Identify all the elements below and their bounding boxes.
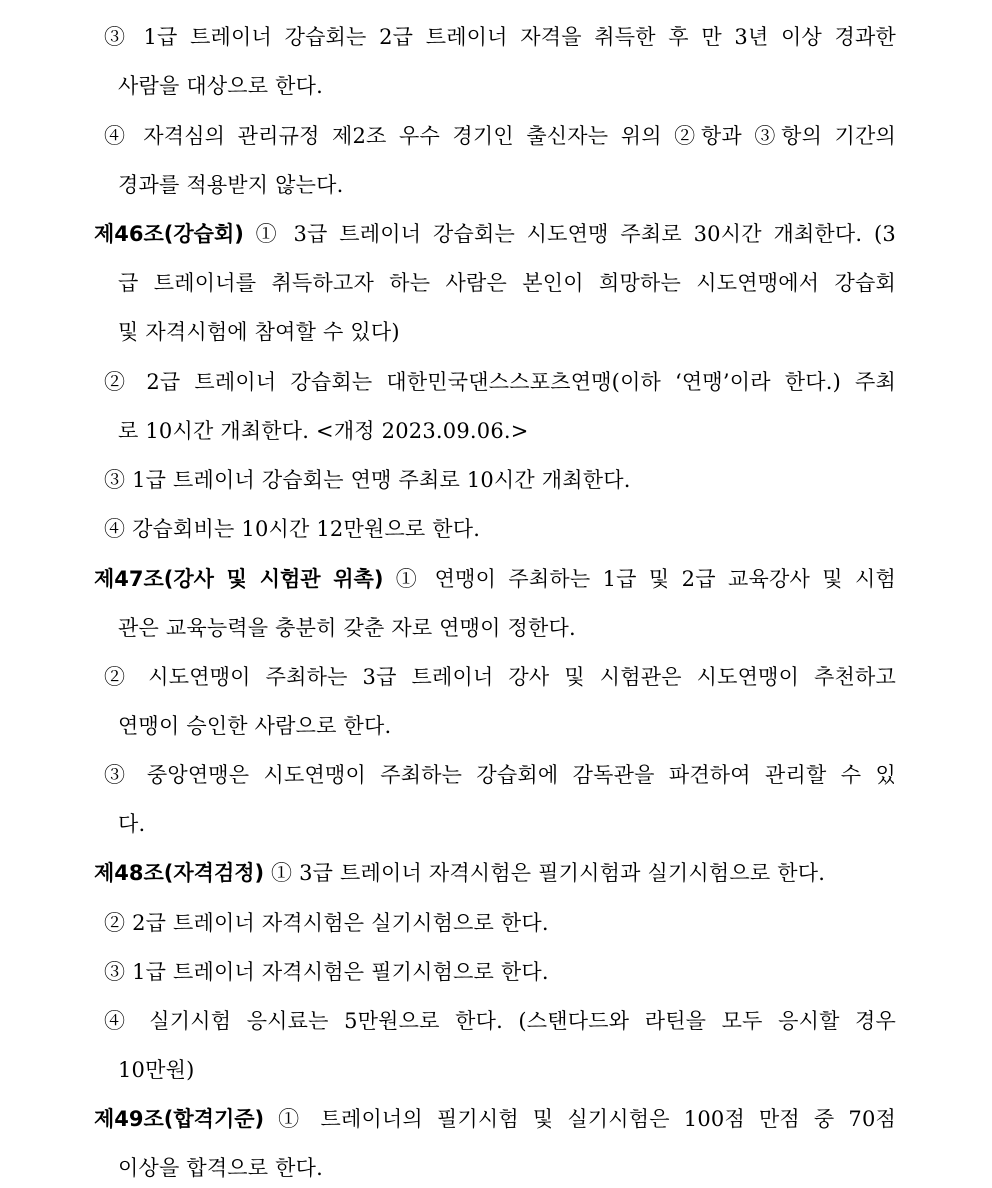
continuation-line: 사람을 대상으로 한다. xyxy=(118,74,323,98)
article-heading-line xyxy=(94,214,896,254)
clause-line: ③ 중앙연맹은 시도연맹이 주최하는 강습회에 감독관을 파견하여 관리할 수 있 xyxy=(104,763,896,787)
article-heading-line xyxy=(94,853,896,893)
continuation-line: 및 자격시험에 참여할 수 있다) xyxy=(118,320,400,344)
article-heading-line xyxy=(94,559,896,599)
continuation-line: 로 10시간 개최한다. <개정 2023.09.06.> xyxy=(118,419,529,443)
continuation-line: 10만원) xyxy=(118,1058,195,1082)
clause-line: ② 시도연맹이 주최하는 3급 트레이너 강사 및 시험관은 시도연맹이 추천하고 xyxy=(104,665,896,689)
article-title: 제48조(자격검정) xyxy=(94,861,265,885)
clause-line: ③ 1급 트레이너 자격시험은 필기시험으로 한다. xyxy=(104,960,549,984)
article-text: ① 트레이너의 필기시험 및 실기시험은 100점 만점 중 70점 xyxy=(264,1107,896,1131)
continuation-line: 이상을 합격으로 한다. xyxy=(118,1156,323,1180)
continuation-line: 급 트레이너를 취득하고자 하는 사람은 본인이 희망하는 시도연맹에서 강습회 xyxy=(118,271,896,295)
clause-line: ④ 자격심의 관리규정 제2조 우수 경기인 출신자는 위의 ②항과 ③항의 기간의 xyxy=(104,124,896,148)
continuation-line: 연맹이 승인한 사람으로 한다. xyxy=(118,714,392,738)
continuation-line: 경과를 적용받지 않는다. xyxy=(118,173,344,197)
clause-line: ③ 1급 트레이너 강습회는 2급 트레이너 자격을 취득한 후 만 3년 이상 경과한 xyxy=(104,25,896,49)
clause-line: ③ 1급 트레이너 강습회는 연맹 주최로 10시간 개최한다. xyxy=(104,468,631,492)
clause-line: ② 2급 트레이너 자격시험은 실기시험으로 한다. xyxy=(104,911,549,935)
clause-line: ② 2급 트레이너 강습회는 대한민국댄스스포츠연맹(이하 ‘연맹’이라 한다.) 주최 xyxy=(104,370,896,394)
article-text: ① 3급 트레이너 강습회는 시도연맹 주최로 30시간 개최한다. (3 xyxy=(243,222,896,246)
clause-line: ④ 강습회비는 10시간 12만원으로 한다. xyxy=(104,517,481,541)
article-text: ① 연맹이 주최하는 1급 및 2급 교육강사 및 시험 xyxy=(383,567,896,591)
article-title: 제46조(강습회) xyxy=(94,222,244,246)
article-text: ① 3급 트레이너 자격시험은 필기시험과 실기시험으로 한다. xyxy=(264,861,826,885)
article-heading-line xyxy=(94,1099,896,1139)
continuation-line: 관은 교육능력을 충분히 갖춘 자로 연맹이 정한다. xyxy=(118,616,576,640)
continuation-line: 다. xyxy=(118,812,146,836)
article-title: 제49조(합격기준) xyxy=(94,1107,265,1131)
clause-line: ④ 실기시험 응시료는 5만원으로 한다. (스탠다드와 라틴을 모두 응시할 경우 xyxy=(104,1009,896,1033)
article-title: 제47조(강사 및 시험관 위촉) xyxy=(94,567,384,591)
